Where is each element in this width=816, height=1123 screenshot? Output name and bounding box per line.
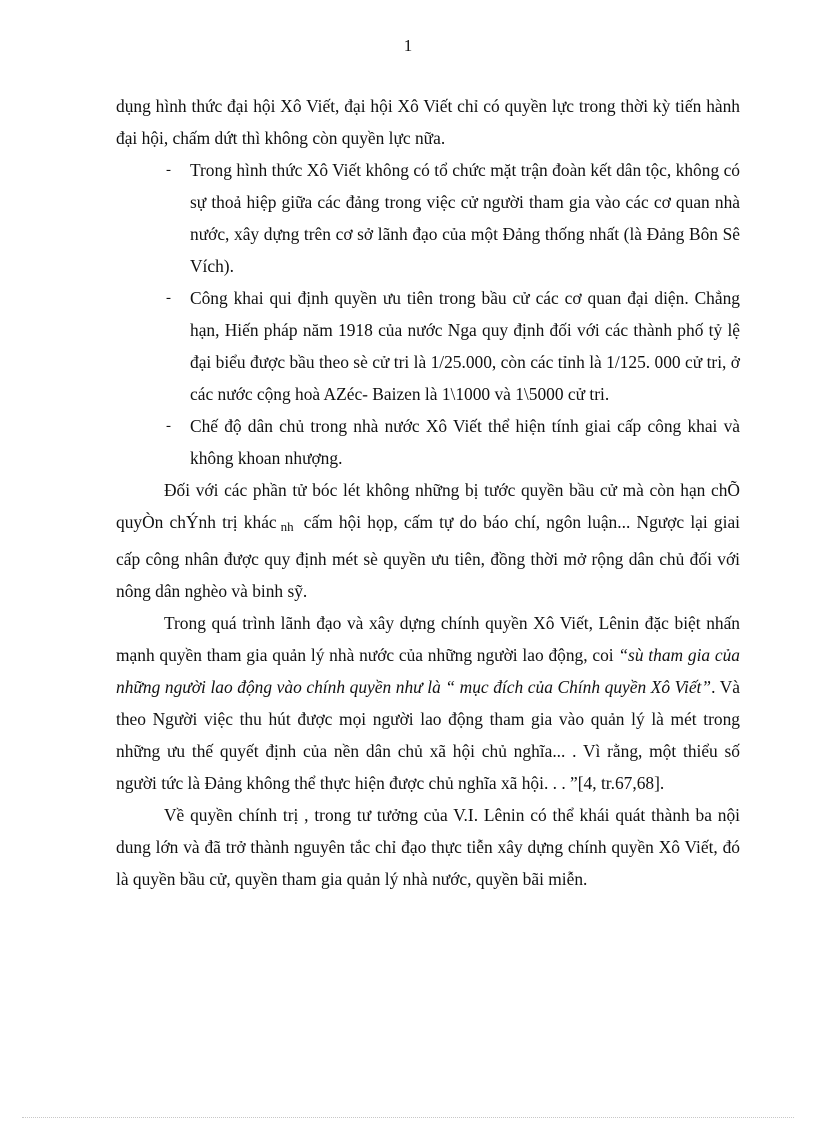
dash-bullet-icon: - bbox=[166, 290, 171, 306]
document-body bbox=[116, 90, 740, 895]
paragraph-exploiters bbox=[116, 474, 740, 607]
paragraph-continuation: dụng hình thức đại hội Xô Viết, đại hội Xô Viết chỉ có quyền lực trong thời kỳ tiến hành đại hội, chấm dứt thì không còn quyền lực nữa. bbox=[116, 96, 740, 148]
paragraph-text: Trong quá trình lãnh đạo và xây dựng chính quyền Xô Viết, Lênin đặc biệt nhấn mạnh quyền tham gia quản lý nhà nước của những người lao động, coi bbox=[116, 613, 740, 665]
paragraph-political-rights: Về quyền chính trị , trong tư tưởng của V.I. Lênin có thể khái quát thành ba nội dung lớn và đã trở thành nguyên tắc chỉ đạo thực tiễn xây dựng chính quyền Xô Viết, đó là quyền bầu cử, quyền tham gia quản lý nhà nước, quyền bãi miễn. bbox=[116, 805, 740, 889]
bullet-list bbox=[116, 154, 740, 474]
quotation: “sù tham gia của những người lao động vào chính quyền như là “ mục đích của Chính quyền Xô Viết” bbox=[116, 645, 740, 697]
page-bottom-divider bbox=[22, 1117, 794, 1118]
paragraph-text: cấm hội họp, cấm tự do báo chí, ngôn luận... Ngược lại giai cấp công nhân được quy định mét sè quyền ưu tiên, đồng thời mở rộng dân chủ đối với nông dân nghèo và binh sỹ. bbox=[116, 512, 740, 601]
paragraph-text: Đối với các phần tử bóc lét không những bị tước quyền bầu cử mà còn hạn chÕ quyÒn chÝnh trị khác bbox=[116, 480, 740, 532]
list-item-text: Chế độ dân chủ trong nhà nước Xô Viết thể hiện tính giai cấp công khai và không khoan nhượng. bbox=[190, 416, 740, 468]
list-item-text: Trong hình thức Xô Viết không có tổ chức mặt trận đoàn kết dân tộc, không có sự thoả hiệp giữa các đảng trong việc cử người tham gia vào các cơ quan nhà nước, xây dựng trên cơ sở lãnh đạo của một Đảng thống nhất (là Đảng Bôn Sê Vích). bbox=[190, 160, 740, 276]
dash-bullet-icon: - bbox=[166, 418, 171, 434]
list-item bbox=[116, 282, 740, 410]
list-item-text: Công khai qui định quyền ưu tiên trong bầu cử các cơ quan đại diện. Chẳng hạn, Hiến pháp năm 1918 của nước Nga quy định đối với các thành phố tỷ lệ đại biểu được bầu theo sè cử tri là 1/25.000, còn các tỉnh là 1/125. 000 cử tri, ở các nước cộng hoà AZéc- Baizen là 1\1000 và 1\5000 cử tri. bbox=[190, 288, 740, 404]
paragraph-text: . Và theo Người việc thu hút được mọi người lao động tham gia vào quản lý là mét trong những ưu thế quyết định của nền dân chủ xã hội chủ nghĩa... . Vì rằng, một thiểu số người tức là Đảng không thể thực hiện được chủ nghĩa xã hội. . . ”[4, tr.67,68]. bbox=[116, 677, 740, 793]
paragraph-lenin bbox=[116, 607, 740, 799]
page-number: 1 bbox=[403, 36, 413, 55]
list-item bbox=[116, 410, 740, 474]
dash-bullet-icon: - bbox=[166, 162, 171, 178]
inline-fragment: nh bbox=[280, 519, 294, 534]
list-item bbox=[116, 154, 740, 282]
